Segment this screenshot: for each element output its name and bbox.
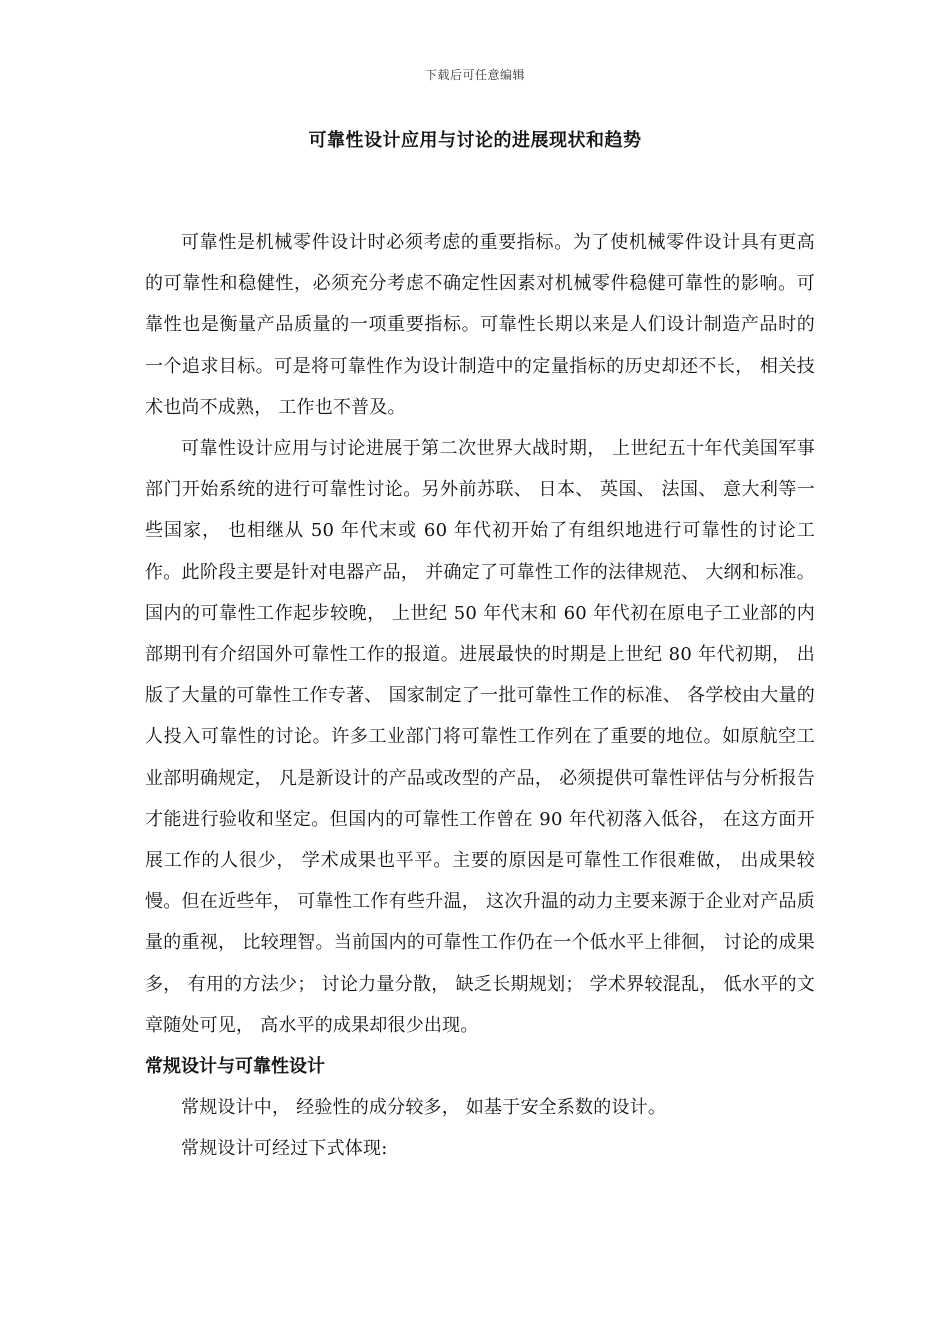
paragraph-history: 可靠性设计应用与讨论进展于第二次世界大战时期， 上世纪五十年代美国军事部门开始系统的进行可靠性讨论。另外前苏联、 日本、 英国、 法国、 意大利等一些国家， 也相继从 50 年代末或 60 年代初开始了有组织地进行可靠性的讨论工作。此阶段主要是针对电器产品， 并确定了可靠性工作的法律规范、 大纲和标准。国内的可靠性工作起步较晚， 上世纪 50 年代末和 60 年代初在原电子工业部的内部期刊有介绍国外可靠性工作的报道。进展最快的时期是上世纪 80 年代初期， 出版了大量的可靠性工作专著、 国家制定了一批可靠性工作的标准、 各学校由大量的人投入可靠性的讨论。许多工业部门将可靠性工作列在了重要的地位。如原航空工业部明确规定， 凡是新设计的产品或改型的产品， 必须提供可靠性评估与分析报告才能进行验收和坚定。但国内的可靠性工作曾在 90 年代初落入低谷， 在这方面开展工作的人很少， 学术成果也平平。主要的原因是可靠性工作很难做， 出成果较慢。但在近些年， 可靠性工作有些升温， 这次升温的动力主要来源于企业对产品质量的重视， 比较理智。当前国内的可靠性工作仍在一个低水平上徘徊， 讨论的成果多， 有用的方法少； 讨论力量分散， 缺乏长期规划； 学术界较混乱， 低水平的文章随处可见， 高水平的成果却很少出现。 [145,438,815,1036]
header-note: 下载后可任意编辑 [424,68,525,82]
paragraph-formula-intro: 常规设计可经过下式体现: [181,1138,388,1160]
paragraph-intro: 可靠性是机械零件设计时必须考虑的重要指标。为了使机械零件设计具有更高的可靠性和稳健性，必须充分考虑不确定性因素对机械零件稳健可靠性的影响。可靠性也是衡量产品质量的一项重要指标。可靠性长期以来是人们设计制造产品时的一个追求目标。可是将可靠性作为设计制造中的定量指标的历史却还不长， 相关技术也尚不成熟， 工作也不普及。 [145,232,815,418]
document-title: 可靠性设计应用与讨论的进展现状和趋势 [308,130,642,151]
document-body [145,222,815,1170]
section-heading: 常规设计与可靠性设计 [145,1056,325,1078]
paragraph-conventional-design: 常规设计中， 经验性的成分较多， 如基于安全系数的设计。 [181,1097,667,1119]
